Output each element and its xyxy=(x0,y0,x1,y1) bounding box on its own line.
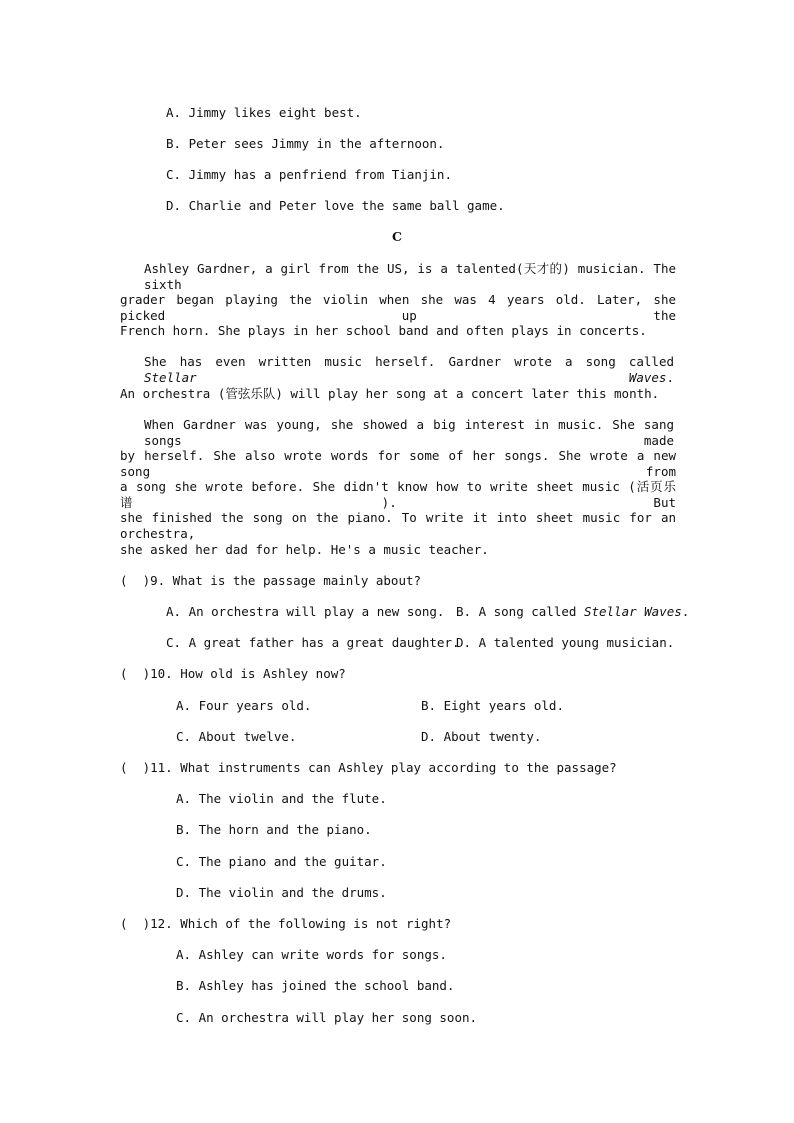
passage-p2-line1 xyxy=(144,354,674,386)
question-12-option-b: B. Ashley has joined the school band. xyxy=(176,978,455,993)
question-11-option-d: D. The violin and the drums. xyxy=(176,885,387,900)
passage-p1-line2: grader began playing the violin when she was 4 years old. Later, she picked up the xyxy=(120,292,676,323)
question-12-option-a: A. Ashley can write words for songs. xyxy=(176,947,447,962)
passage-p3-line2: by herself. She also wrote words for some of her songs. She wrote a new song from xyxy=(120,448,676,479)
passage-p2-line2: An orchestra (管弦乐队) will play her song at a concert later this month. xyxy=(120,386,660,401)
passage-p3-line5: she asked her dad for help. He's a music teacher. xyxy=(120,542,489,557)
question-10-option-b: B. Eight years old. xyxy=(421,698,564,713)
question-11-option-b: B. The horn and the piano. xyxy=(176,822,372,837)
passage-p1-line1: Ashley Gardner, a girl from the US, is a talented(天才的) musician. The sixth xyxy=(144,261,676,292)
passage-p3-line1: When Gardner was young, she showed a big interest in music. She sang songs made xyxy=(144,417,674,448)
prev-option-c: C. Jimmy has a penfriend from Tianjin. xyxy=(166,167,452,182)
question-9-stem: ( )9. What is the passage mainly about? xyxy=(120,573,422,588)
question-9-option-b xyxy=(456,604,689,620)
question-11-option-a: A. The violin and the flute. xyxy=(176,791,387,806)
question-11-option-c: C. The piano and the guitar. xyxy=(176,854,387,869)
passage-p2-period: . xyxy=(666,370,674,385)
passage-p3-line3: a song she wrote before. She didn't know how to write sheet music (活页乐谱). But xyxy=(120,479,676,510)
song-title: Stellar Waves xyxy=(144,370,667,385)
question-10-option-c: C. About twelve. xyxy=(176,729,297,744)
question-9-option-c: C. A great father has a great daughter. xyxy=(166,635,460,650)
passage-p2-text: She has even written music herself. Gardner wrote a song called xyxy=(144,354,674,369)
question-9-option-b-title: Stellar Waves xyxy=(583,604,682,619)
question-9-option-a: A. An orchestra will play a new song. xyxy=(166,604,445,619)
passage-p1-line3: French horn. She plays in her school band and often plays in concerts. xyxy=(120,323,647,338)
prev-option-b: B. Peter sees Jimmy in the afternoon. xyxy=(166,136,445,151)
prev-option-a: A. Jimmy likes eight best. xyxy=(166,105,362,120)
question-10-stem: ( )10. How old is Ashley now? xyxy=(120,666,346,681)
prev-option-d: D. Charlie and Peter love the same ball game. xyxy=(166,198,505,213)
question-12-option-c: C. An orchestra will play her song soon. xyxy=(176,1010,478,1025)
question-11-stem: ( )11. What instruments can Ashley play according to the passage? xyxy=(120,760,617,775)
question-9-option-d: D. A talented young musician. xyxy=(456,635,675,650)
question-10-option-d: D. About twenty. xyxy=(421,729,542,744)
question-9-option-b-period: . xyxy=(681,604,690,619)
question-9-option-b-text: B. A song called xyxy=(456,604,584,619)
question-12-stem: ( )12. Which of the following is not right? xyxy=(120,916,452,931)
question-10-option-a: A. Four years old. xyxy=(176,698,312,713)
section-heading: C xyxy=(392,229,402,244)
passage-p3-line4: she finished the song on the piano. To write it into sheet music for an orchestra, xyxy=(120,510,676,541)
